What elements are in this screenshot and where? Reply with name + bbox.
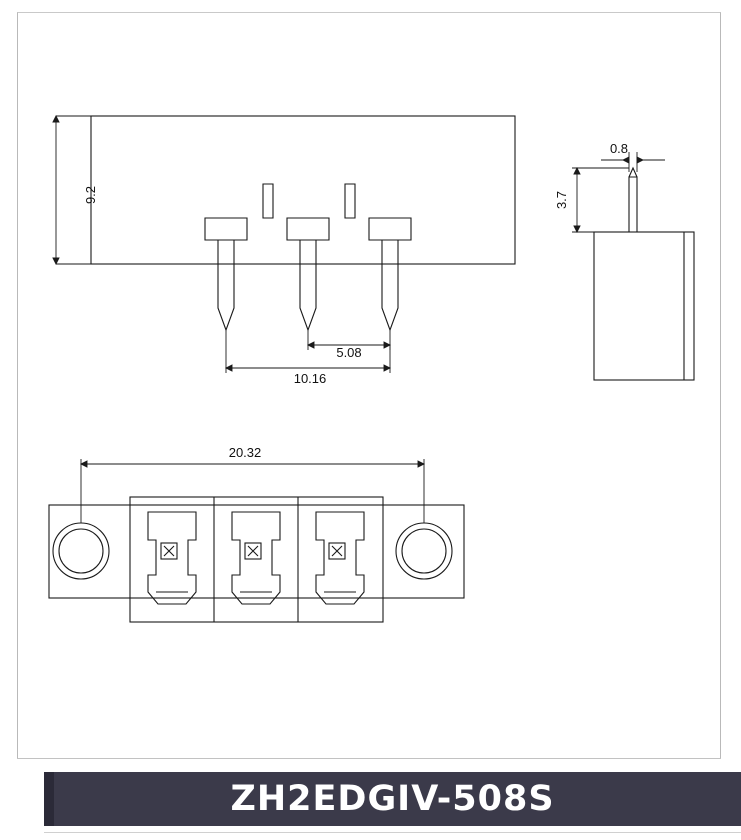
dimension-pin-length-37 bbox=[572, 168, 629, 232]
dimension-label-3-7: 3.7 bbox=[554, 190, 569, 210]
top-view-contacts bbox=[148, 512, 364, 604]
dimension-label-9-2: 9.2 bbox=[83, 185, 98, 205]
dimension-label-5-08: 5.08 bbox=[336, 345, 362, 360]
side-view-body bbox=[594, 168, 694, 380]
front-view-pin-shoulders bbox=[205, 184, 411, 240]
dimension-label-0-8: 0.8 bbox=[609, 141, 629, 156]
dimension-hole-span-2032 bbox=[81, 459, 424, 523]
dimension-label-20-32: 20.32 bbox=[228, 445, 262, 460]
front-view-body bbox=[91, 116, 515, 264]
part-number-title: ZH2EDGIV-508S bbox=[230, 779, 555, 819]
front-view-pins bbox=[218, 240, 398, 330]
dimension-label-10-16: 10.16 bbox=[293, 371, 327, 386]
